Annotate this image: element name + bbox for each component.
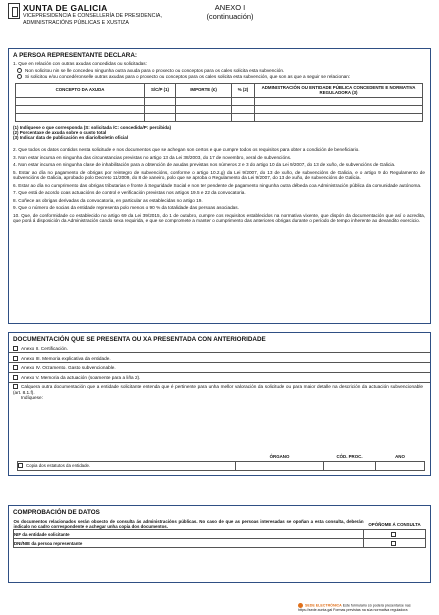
presented-doc-table	[17, 453, 425, 471]
col-amount: IMPORTE (€)	[176, 83, 232, 97]
logo-subtitle: VICEPRESIDENCIA E CONSELLERÍA DE PRESIDENCIA, ADMINISTRACIÓNS PÚBLICAS E XUSTIZA	[23, 13, 162, 26]
radio-no-aid[interactable]	[17, 68, 22, 73]
doc-item-label: Anexo III. Memoria explicativa da entidade.	[21, 355, 111, 361]
col-administration: ADMINISTRACIÓN OU ENTIDADE PÚBLICA CONCEDENTE E NORMATIVA REGULADORA (3)	[255, 83, 423, 97]
annex-heading	[195, 3, 265, 21]
col-proc-code: CÓD. PROC.	[336, 454, 363, 460]
option-no-aid[interactable]	[13, 68, 426, 74]
declaration-section	[8, 48, 431, 324]
table-row	[14, 530, 426, 539]
xunta-logo	[8, 3, 178, 35]
declaration-item-2: 2. Que todos os datos contidos nesta solicitude e nos documentos que se achegan son certos e que cumpre todos os requisitos para obter a condición de beneficiario.	[13, 147, 360, 153]
checkbox-annex-iv[interactable]	[13, 365, 18, 370]
annex-title: ANEXO I	[214, 3, 246, 12]
aid-table	[15, 83, 423, 122]
col-concept: CONCEPTO DA AXUDA	[16, 83, 145, 97]
checkbox-oppose-nif[interactable]	[391, 532, 396, 537]
verification-intro: Os documentos relacionados serán obxecto de consulta ás administracións públicas. No caso de que as persoas interesadas se opoñan a esta consulta, deberán indicalo no cadro correspondente e achegar unha copia dos documentos.	[13, 519, 364, 530]
footer	[298, 603, 438, 612]
verification-row-label: NIF da entidade solicitante	[14, 530, 364, 539]
table-row	[14, 539, 426, 548]
verification-table	[13, 519, 426, 548]
annex-subtitle: (continuación)	[206, 12, 254, 21]
col-scp: S/C/P (1)	[145, 83, 176, 97]
declaration-item-6: 6. Estar ao día no cumprimento das obrigas tributarias e fronte á Seguridade Social e non ter pendente de pagamento ningunha outra débeda coa Administración pública da comunidade autónoma.	[13, 182, 422, 188]
doc-item-label: Anexo IV. Orzamento. Gasto subvencionable.	[21, 365, 116, 370]
doc-item-label: Anexo II. Certificación.	[21, 346, 68, 351]
option-other-aid-label: Si solicitou e/ou concedéronselle outras axudas para o proxecto ou conceptos para os cales solicita esta subvención, que son as que a seguir se relacionan:	[25, 74, 351, 79]
col-percent: % (2)	[232, 83, 255, 97]
radio-other-aid[interactable]	[17, 74, 22, 79]
declaration-list	[13, 147, 425, 224]
verification-row-label: DNI/NIE da persoa representante	[14, 539, 364, 548]
statutes-label: Copia dos estatutos da entidade.	[26, 462, 91, 468]
proc-code-input[interactable]	[324, 461, 376, 470]
year-input[interactable]	[376, 461, 425, 470]
logo-title: XUNTA DE GALICIA	[23, 3, 108, 13]
note-3: (3) Indicar data de publicación en diario/boletín oficial	[13, 135, 129, 141]
table-row[interactable]	[16, 113, 423, 121]
note-2: (2) Porcentaxe de axuda sobre o custo total	[13, 129, 107, 135]
oppose-header: OPÓÑOME Á CONSULTA	[368, 521, 421, 527]
verification-section	[8, 505, 431, 583]
checkbox-annex-v[interactable]	[13, 375, 18, 380]
table-row[interactable]	[18, 461, 425, 470]
doc-item[interactable]	[13, 356, 426, 362]
statutes-cell[interactable]	[18, 461, 236, 470]
declaration-item-8: 8. Coñece as obrigas derivadas da convocatoria, en particular as establecidas no artigo 19.	[13, 197, 203, 203]
declaration-item-1: 1. Que en relación con outras axudas concedidas ou solicitadas:	[13, 61, 147, 66]
note-1: (1) Indíquese o que corresponda (S: solicitada /C: concedida/P: percibida)	[13, 124, 172, 130]
doc-item-label: Anexo V. Memoria da actuación (soamente para a liña 2).	[21, 374, 141, 380]
table-notes	[13, 125, 426, 141]
declaration-item-4: 4. Non estar incursa en ningunha clase de inhabilitación para a obtención de axudas previstas nos números 2 e 3 do artigo 10 da Lei 9/2007, do 13 de xuño, de subvencións de Galicia.	[13, 162, 396, 168]
doc-item[interactable]	[13, 365, 426, 371]
declaration-item-9: 9. Que o número de socias da entidade representa polo menos o 90 % da totalidade das persoas asociadas.	[13, 205, 239, 211]
declaration-item-5: 5. Estar ao día no pagamento de obrigas por reintegro de subvencións, conforme o artigo 10.2.g) da Lei 9/2007, do 13 de xuño, de subvencións de Galicia, e o artigo 9 do Regulamento de subvencións de Galicia, aprobado polo Decreto 11/2009, do 8 de xaneiro, polo que se aproba o Regulamento da Lei 9/2007, do 13 de xuño, de subvencións de Galicia.	[13, 169, 425, 181]
footer-line-1: Este formulario só poderá presentarse nas	[342, 603, 411, 608]
footer-line-2: https://sede.xunta.gal Formas previstas na súa normativa reguladora	[298, 608, 408, 612]
shield-icon	[8, 3, 20, 19]
indicate-label: Indíquese:	[21, 395, 43, 400]
doc-item[interactable]	[13, 375, 426, 381]
option-other-aid[interactable]	[13, 74, 425, 80]
checkbox-annex-iii[interactable]	[13, 356, 18, 361]
documentation-title: DOCUMENTACIÓN QUE SE PRESENTA OU XA PRESENTADA CON ANTERIORIDADE	[13, 336, 266, 343]
checkbox-statutes[interactable]	[18, 463, 23, 468]
table-row[interactable]	[16, 105, 423, 113]
checkbox-annex-ii[interactable]	[13, 346, 18, 351]
declaration-item-10: 10. Que, de conformidade co establecido no artigo 69 da Lei 39/2015, do 1 de outubro, cumpre cos requisitos establecidos na normativa vixente, que dispón da documentación que así o acredita, que porá á disposición da Administración cando sexa requirida, e que se compromete a manter o cumprimento das anteriores obrigas durante o período de tempo inherente ao devandito exercicio.	[13, 212, 425, 224]
col-year: ANO	[395, 454, 405, 460]
sede-label: SEDE ELECTRÓNICA	[305, 603, 342, 608]
organ-input[interactable]	[236, 461, 324, 470]
option-no-aid-label: Non solicitou nin se lle concedeu ningunha outra axuda para o proxecto ou conceptos para os cales solicita esta subvención.	[25, 67, 285, 73]
declaration-item-7: 7. Que está de acordo coas actuacións de control e verificación previstas nos artigos 19.5 e 22 da convocatoria.	[13, 190, 246, 196]
oppose-dni-cell[interactable]	[364, 539, 426, 548]
declaration-title: A PERSOA REPRESENTANTE DECLARA:	[13, 52, 137, 59]
other-doc-label: Calquera outra documentación que a entidade solicitante entenda que é pertinente para unha mellor valoración da solicitude ou para maior detalle na descrición da actuación subvencionable (art. 8.1.f).	[13, 384, 423, 395]
verification-title: COMPROBACIÓN DE DATOS	[13, 509, 100, 516]
checkbox-oppose-dni[interactable]	[391, 541, 396, 546]
documentation-section	[8, 332, 431, 476]
doc-item[interactable]	[13, 346, 426, 352]
oppose-nif-cell[interactable]	[364, 530, 426, 539]
other-doc-input[interactable]	[17, 389, 267, 453]
col-organ: ÓRGANO	[269, 454, 290, 460]
declaration-item-3: 3. Non estar incursa en ningunha das circunstancias previstas no artigo 13 da Lei 38/2003, do 17 de novembro, xeral de subvencións.	[13, 154, 292, 160]
table-row[interactable]	[16, 97, 423, 105]
